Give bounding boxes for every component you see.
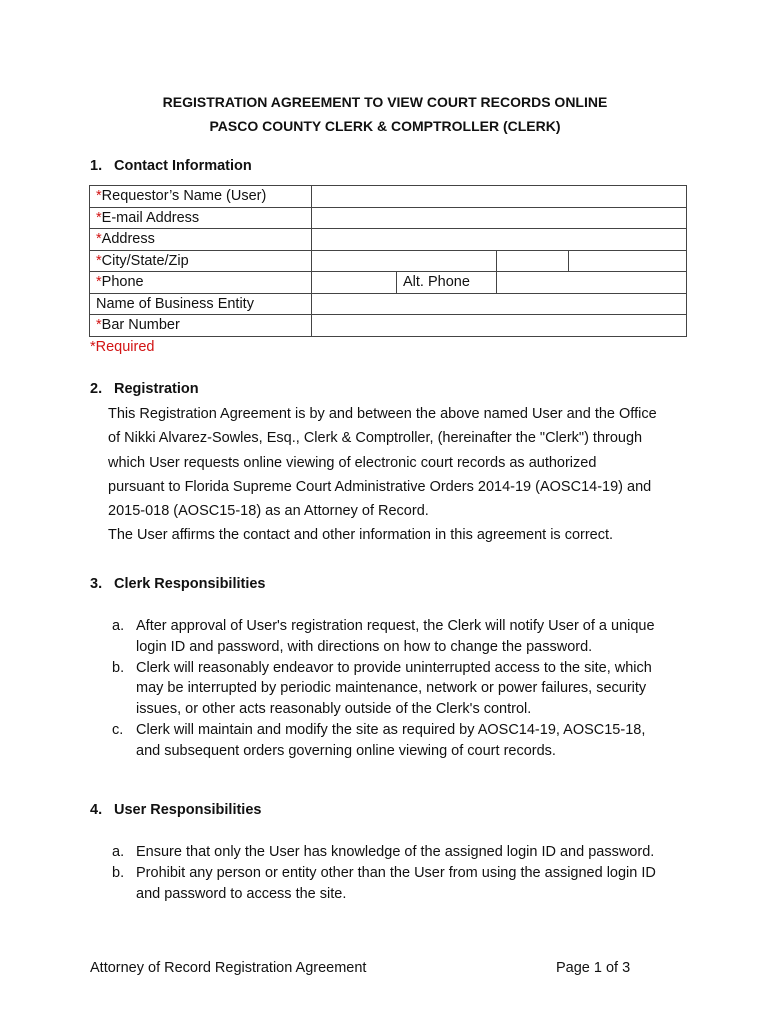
list-item: a. Ensure that only the User has knowledge of the assigned login ID and password. [112, 842, 656, 863]
table-row-city-state-zip [90, 250, 687, 272]
paragraph-line: of Nikki Alvarez-Sowles, Esq., Clerk & Comptroller, (hereinafter the "Clerk") through [108, 430, 643, 447]
footer-page-number: Page 1 of 3 [556, 960, 631, 976]
phone-label: *Phone [90, 272, 312, 294]
clerk-responsibilities-list [112, 616, 655, 762]
required-note: *Required [90, 339, 155, 355]
paragraph-line: 2015-018 (AOSC15-18) as an Attorney of Record. [108, 503, 429, 520]
table-row-bar-number [90, 315, 687, 337]
registration-paragraph [108, 402, 657, 548]
list-marker: b. [112, 864, 125, 881]
section-4-heading [90, 802, 261, 818]
address-field[interactable] [312, 229, 687, 251]
section-1-heading [90, 158, 252, 174]
list-marker: c. [112, 721, 124, 738]
email-field[interactable] [312, 207, 687, 229]
list-item: c. Clerk will maintain and modify the site as required by AOSC14-19, AOSC15-18, and subsequent orders governing online viewing of court records. [112, 721, 646, 759]
paragraph-line: This Registration Agreement is by and between the above named User and the Office [108, 406, 657, 422]
table-row-phone [90, 272, 687, 294]
phone-field[interactable] [312, 272, 397, 294]
section-2-number: 2. [90, 381, 103, 397]
table-row-requestor-name [90, 186, 687, 208]
section-3-heading [90, 576, 266, 592]
table-row-email [90, 207, 687, 229]
business-entity-label: Name of Business Entity [90, 293, 312, 315]
list-marker: a. [112, 618, 125, 634]
requestor-name-label: *Requestor’s Name (User) [90, 186, 312, 208]
contact-information-table [89, 185, 687, 337]
city-state-zip-label: *City/State/Zip [90, 250, 312, 272]
email-label: *E-mail Address [90, 207, 312, 229]
requestor-name-field[interactable] [312, 186, 687, 208]
section-4-number: 4. [90, 802, 103, 818]
business-entity-field[interactable] [312, 293, 687, 315]
state-field[interactable] [497, 250, 569, 272]
city-field[interactable] [312, 250, 497, 272]
list-item: a. After approval of User's registration request, the Clerk will notify User of a unique login ID and password, with directions on how to change the password. [112, 618, 655, 655]
bar-number-label: *Bar Number [90, 315, 312, 337]
section-2-title: Registration [114, 381, 199, 397]
table-row-business-entity [90, 293, 687, 315]
paragraph-line: which User requests online viewing of electronic court records as authorized [108, 454, 597, 471]
address-label: *Address [90, 229, 312, 251]
list-item: b. Prohibit any person or entity other than the User from using the assigned login ID and password to access the site. [112, 864, 656, 902]
list-item: b. Clerk will reasonably endeavor to provide uninterrupted access to the site, which may be interrupted by periodic maintenance, network or power failures, security issues, or other acts reasonably outside of the Clerk's control. [112, 659, 652, 718]
paragraph-line: pursuant to Florida Supreme Court Administrative Orders 2014-19 (AOSC14-19) and [108, 478, 652, 495]
user-responsibilities-list [112, 842, 656, 904]
bar-number-field[interactable] [312, 315, 687, 337]
list-marker: a. [112, 844, 125, 860]
section-2-heading [90, 381, 199, 397]
alt-phone-field[interactable] [497, 272, 687, 294]
footer-document-name: Attorney of Record Registration Agreement [90, 960, 367, 976]
alt-phone-label: Alt. Phone [397, 272, 497, 294]
section-4-title: User Responsibilities [114, 802, 262, 818]
section-1-title: Contact Information [114, 158, 252, 174]
document-title-line-1: REGISTRATION AGREEMENT TO VIEW COURT RECORDS ONLINE [162, 94, 608, 110]
zip-field[interactable] [569, 250, 687, 272]
table-row-address [90, 229, 687, 251]
document-title-line-2: PASCO COUNTY CLERK & COMPTROLLER (CLERK) [209, 118, 561, 134]
section-1-number: 1. [90, 158, 103, 174]
list-marker: b. [112, 659, 125, 676]
paragraph-line: The User affirms the contact and other information in this agreement is correct. [108, 527, 614, 544]
section-3-title: Clerk Responsibilities [114, 576, 266, 592]
section-3-number: 3. [90, 576, 103, 592]
